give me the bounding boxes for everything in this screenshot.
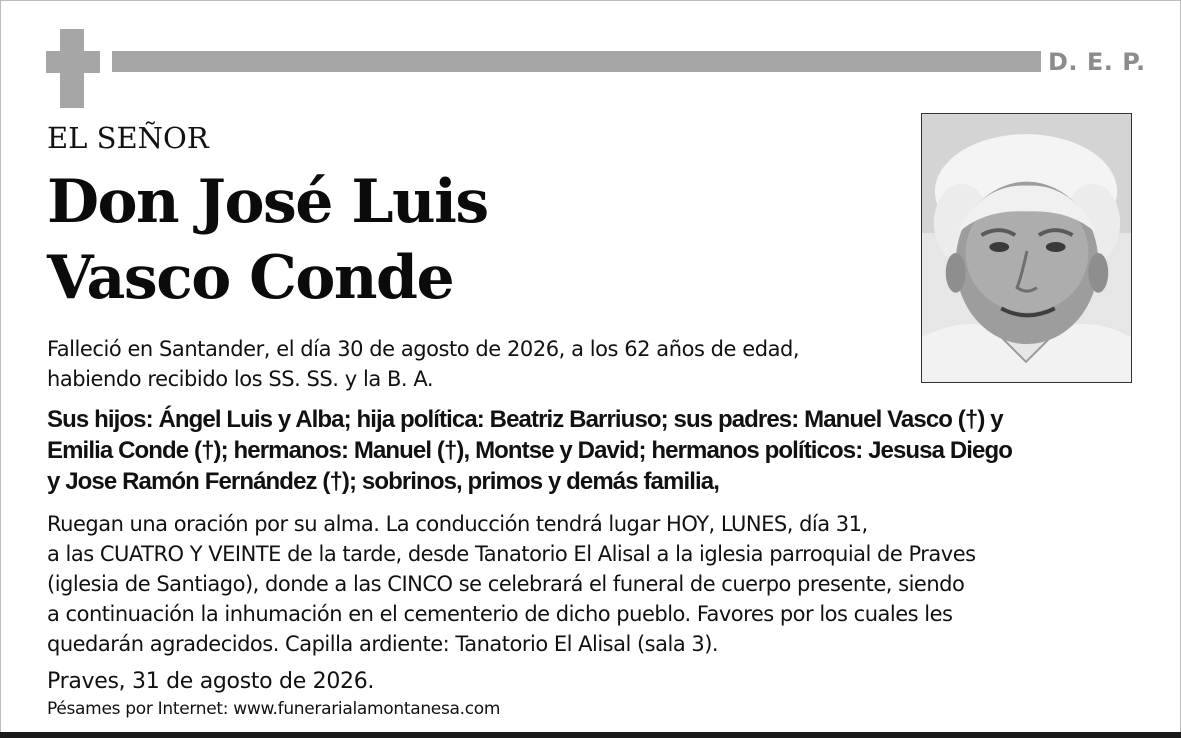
death-notice — [47, 334, 917, 394]
header-rule — [112, 51, 1041, 72]
condolences-web: Pésames por Internet: www.funerarialamontanesa.com — [47, 699, 501, 719]
place-date: Praves, 31 de agosto de 2026. — [47, 669, 375, 694]
honorific: EL SEÑOR — [47, 121, 209, 155]
service-line-4: a continuación la inhumación en el cementerio de dicho pueblo. Favores por los cuales les — [47, 602, 953, 626]
death-line-2: habiendo recibido los SS. SS. y la B. A. — [47, 367, 434, 391]
family-line-1: Sus hijos: Ángel Luis y Alba; hija política: Beatriz Barriuso; sus padres: Manuel Vasco (†) y — [47, 406, 1003, 433]
deceased-name — [47, 164, 907, 316]
name-line-1: Don José Luis — [47, 167, 488, 237]
family-line-3: y Jose Ramón Fernández (†); sobrinos, primos y demás familia, — [47, 468, 719, 495]
service-details — [47, 509, 1137, 659]
service-line-2: a las CUATRO Y VEINTE de la tarde, desde Tanatorio El Alisal a la iglesia parroquial de Praves — [47, 542, 976, 566]
family-line-2: Emilia Conde (†); hermanos: Manuel (†), Montse y David; hermanos políticos: Jesusa Diego — [47, 437, 1012, 464]
name-line-2: Vasco Conde — [47, 243, 454, 313]
service-line-5: quedarán agradecidos. Capilla ardiente: Tanatorio El Alisal (sala 3). — [47, 632, 719, 656]
portrait-photo — [921, 113, 1132, 383]
cross-icon — [46, 29, 100, 108]
service-line-3: (iglesia de Santiago), donde a las CINCO se celebrará el funeral de cuerpo presente, siendo — [47, 572, 965, 596]
dep-label: D. E. P. — [1048, 48, 1146, 76]
family-list — [47, 404, 1137, 497]
bottom-bar — [0, 732, 1181, 738]
service-line-1: Ruegan una oración por su alma. La conducción tendrá lugar HOY, LUNES, día 31, — [47, 512, 868, 536]
death-line-1: Falleció en Santander, el día 30 de agosto de 2026, a los 62 años de edad, — [47, 337, 800, 361]
